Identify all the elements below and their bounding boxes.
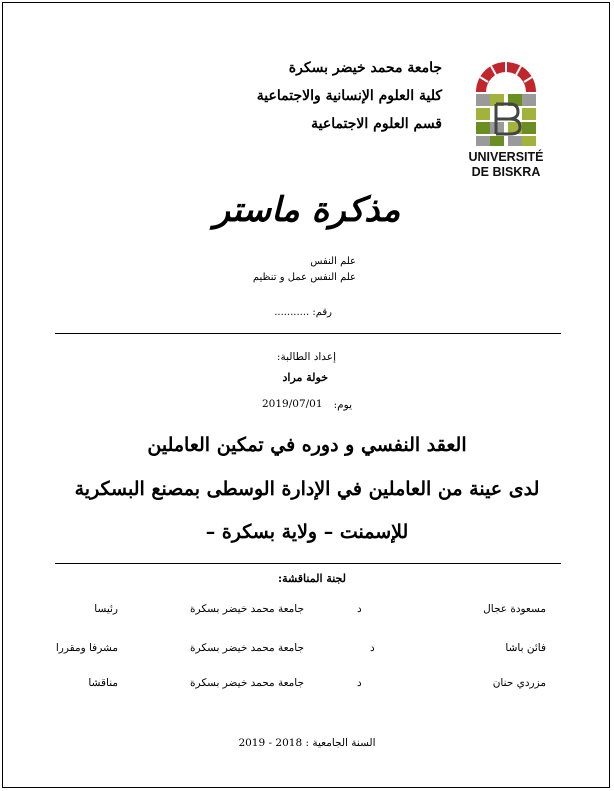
- field-label: علم النفس: [310, 256, 356, 267]
- university-name: جامعة محمد خيضر بسكرة: [288, 60, 442, 76]
- member-university: جامعة محمد خيضر بسكرة: [190, 677, 304, 689]
- member-rank: د: [357, 677, 362, 689]
- member-rank: د: [370, 642, 375, 654]
- student-name: خولة مراد: [282, 371, 328, 384]
- committee-label: لجنة المناقشة:: [278, 572, 346, 585]
- member-role: مشرفا ومقررا: [55, 642, 118, 654]
- member-rank: د: [357, 603, 362, 615]
- thesis-title-line-3: للإسمنت – ولاية بسكرة –: [205, 521, 409, 543]
- logo-line-2: DE BISKRA: [471, 165, 541, 179]
- date-label: يوم:: [333, 399, 352, 411]
- member-name: مزردي حنان: [492, 677, 546, 689]
- member-name: مسعودة عجال: [483, 603, 546, 615]
- member-university: جامعة محمد خيضر بسكرة: [190, 603, 304, 615]
- specialty-label: علم النفس عمل و تنظيم: [252, 272, 356, 283]
- page-title: مذكرة ماستر: [213, 190, 401, 230]
- prepared-by-label: إعداد الطالبة:: [276, 351, 336, 363]
- member-role: رئيسا: [94, 603, 118, 615]
- thesis-title-line-1: العقد النفسي و دوره في تمكين العاملين: [147, 434, 467, 456]
- member-university: جامعة محمد خيضر بسكرة: [190, 642, 304, 654]
- divider-top: [55, 333, 561, 334]
- university-emblem-icon: [460, 52, 552, 148]
- divider-bottom: [55, 563, 561, 564]
- faculty-name: كلية العلوم الإنسانية والاجتماعية: [256, 88, 442, 104]
- date-value: 2019/07/01: [262, 398, 323, 410]
- university-logo: [460, 52, 552, 182]
- number-label: رقم: ...........: [274, 307, 332, 318]
- member-name: فائن باشا: [505, 642, 546, 654]
- member-role: مناقشا: [88, 677, 118, 689]
- logo-line-1: UNIVERSITÉ: [468, 150, 544, 164]
- academic-year: السنة الجامعية : 2018 - 2019: [238, 737, 376, 749]
- department-name: قسم العلوم الاجتماعية: [311, 116, 442, 132]
- thesis-title-line-2: لدى عينة من العاملين في الإدارة الوسطى بمصنع البسكرية: [74, 478, 540, 500]
